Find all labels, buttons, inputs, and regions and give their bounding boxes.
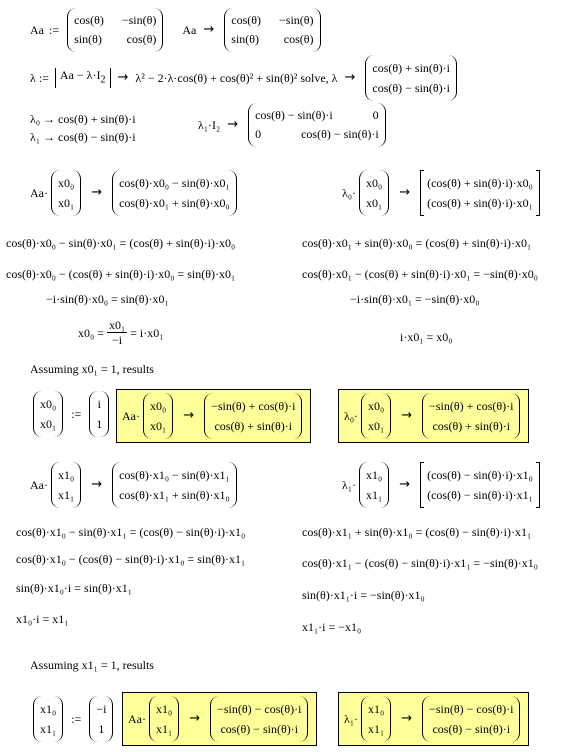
vector-cell: x1₀ — [368, 702, 385, 716]
vector-cell: x1₁ — [368, 722, 385, 736]
highlight-box — [338, 692, 529, 746]
equation: cos(θ)·x1₁ + sin(θ)·x1₀ = (cos(θ) − sin(θ)·i)·x1₁ — [302, 525, 532, 539]
vector-cell: x0₁ — [58, 196, 75, 210]
vector-cell: (cos(θ) + sin(θ)·i)·x0₁ — [427, 196, 533, 210]
equation: cos(θ)·x1₀ − (cos(θ) − sin(θ)·i)·x1₀ = sin(θ)·x1₁ — [16, 552, 246, 566]
equation: sin(θ)·x1₁·i = −sin(θ)·x1₀ — [302, 588, 425, 602]
matrix-cell: cos(θ) — [74, 13, 104, 27]
vector-cell: x1₀ — [156, 702, 173, 716]
vector — [33, 696, 63, 742]
vector — [89, 391, 109, 437]
vector-cell: cos(θ) + sin(θ)·i — [214, 419, 293, 433]
aa-times-x1-region[interactable] — [30, 462, 240, 508]
highlight-box — [338, 389, 529, 443]
vector-cell: cos(θ) + sin(θ)·i — [432, 419, 511, 433]
vector-cell: −sin(θ) + cos(θ)·i — [211, 399, 296, 413]
equation: −i·sin(θ)·x0₀ = sin(θ)·x0₁ — [46, 292, 169, 306]
lambda1-result: λ₁ → cos(θ) − sin(θ)·i — [30, 130, 136, 144]
lambda0-times-x0-region[interactable] — [342, 170, 543, 216]
lambda0-result: λ₀ → cos(θ) + sin(θ)·i — [30, 112, 136, 126]
vector-cell: x0₀ — [40, 397, 57, 411]
det-expr: Aa − λ·I — [59, 68, 101, 83]
vector-cell: x0₀ — [150, 399, 167, 413]
highlighted-result-region[interactable] — [338, 389, 529, 443]
lambda-identity-region[interactable] — [198, 103, 389, 147]
equation-rhs: = i·x0₁ — [130, 325, 164, 340]
vector-cell: x0₁ — [150, 419, 167, 433]
equation-region[interactable] — [350, 292, 479, 306]
vector-cell: x1₀ — [40, 702, 57, 716]
matrix-cell: cos(θ) − sin(θ)·i — [255, 108, 333, 122]
equation-region[interactable] — [302, 620, 361, 634]
vector-cell: x0₀ — [368, 399, 385, 413]
det-sub: 2 — [100, 74, 106, 86]
assignment-region[interactable] — [30, 391, 112, 437]
vector-cell: (cos(θ) − sin(θ)·i)·x1₁ — [427, 488, 533, 502]
vector-cell: x1₁ — [156, 722, 173, 736]
highlighted-result-region[interactable] — [122, 692, 317, 746]
symbolic-arrow: → — [91, 185, 103, 200]
equation-lhs: x0₀ = — [78, 325, 104, 340]
vector-cell: x0₀ — [366, 176, 383, 190]
matrix-cell: sin(θ) — [231, 32, 260, 46]
matrix — [248, 103, 386, 147]
equation-region[interactable] — [78, 318, 163, 347]
vector-cell: x0₁ — [368, 419, 385, 433]
var-name: λ₀· — [342, 186, 356, 200]
vector — [361, 393, 391, 439]
equation-region[interactable] — [16, 612, 68, 626]
vector-cell: x0₀ — [58, 176, 75, 190]
vector-cell: cos(θ)·x1₀ − sin(θ)·x1₁ — [119, 468, 230, 482]
vector-cell: i — [97, 397, 101, 411]
vector-cell: 1 — [98, 722, 105, 736]
equation: cos(θ)·x0₀ − (cos(θ) + sin(θ)·i)·x0₀ = sin(θ)·x0₁ — [6, 267, 236, 281]
symbolic-arrow: → — [189, 711, 201, 726]
matrix-cell: cos(θ) − sin(θ)·i — [301, 127, 379, 141]
equation-region[interactable] — [16, 552, 245, 566]
vector-cell: (cos(θ) − sin(θ)·i)·x1₀ — [427, 468, 533, 482]
fraction-num: x0₁ — [108, 318, 126, 332]
vector-cell: x1₁ — [366, 488, 383, 502]
vector-cell: x1₀ — [58, 468, 75, 482]
var-name: λ₁· — [344, 712, 358, 726]
equation: cos(θ)·x0₁ + sin(θ)·x0₀ = (cos(θ) + sin(θ)·i)·x0₁ — [302, 236, 532, 250]
vector-cell: cos(θ)·x1₁ + sin(θ)·x1₀ — [119, 488, 230, 502]
fraction — [107, 318, 127, 347]
lambda0-region[interactable] — [30, 112, 136, 126]
var-name: λ₁·I₂ — [198, 118, 221, 132]
vector — [33, 391, 63, 437]
equation: x1₀·i = x1₁ — [16, 612, 69, 626]
matrix — [67, 8, 163, 52]
vector-cell: x0₁ — [366, 196, 383, 210]
symbolic-arrow: → — [401, 408, 413, 423]
vector — [149, 696, 179, 742]
matrix-cell: 0 — [372, 108, 379, 122]
var-name: Aa — [30, 23, 44, 37]
matrix-definition-region[interactable] — [30, 8, 324, 52]
vector — [143, 393, 173, 439]
highlight-box — [122, 692, 317, 746]
equation-region[interactable] — [400, 330, 452, 344]
equation-region[interactable] — [302, 267, 538, 281]
equation: cos(θ)·x0₀ − sin(θ)·x0₁ = (cos(θ) + sin(θ)·i)·x0₀ — [6, 236, 236, 250]
vector-cell: cos(θ) − sin(θ)·i — [220, 722, 299, 736]
result-vector — [420, 462, 540, 508]
vector-cell: −i — [96, 702, 107, 716]
define-operator: := — [71, 407, 82, 421]
symbolic-arrow: → — [91, 477, 103, 492]
char-poly: λ² − 2·λ·cos(θ) + cos(θ)² + sin(θ)² solve, λ — [135, 71, 338, 85]
vector-cell: −sin(θ) + cos(θ)·i — [429, 399, 514, 413]
result-vector — [365, 55, 457, 101]
matrix-cell: 0 — [255, 127, 262, 141]
result-vector — [422, 393, 520, 439]
matrix-cell: −sin(θ) — [279, 13, 314, 27]
symbolic-arrow: → — [401, 711, 413, 726]
determinant — [55, 68, 111, 87]
vector-cell: cos(θ)·x0₀ − sin(θ)·x0₁ — [119, 176, 230, 190]
var-name: Aa· — [128, 712, 146, 726]
result-vector — [204, 393, 302, 439]
aa-times-x0-region[interactable] — [30, 170, 240, 216]
vector-cell: cos(θ) − sin(θ)·i — [432, 722, 511, 736]
lambda1-region[interactable] — [30, 130, 136, 144]
highlighted-result-region[interactable] — [338, 692, 529, 746]
result-vector — [422, 696, 520, 742]
equation: cos(θ)·x0₁ − (cos(θ) + sin(θ)·i)·x0₁ = −sin(θ)·x0₀ — [302, 267, 538, 281]
vector — [359, 170, 389, 216]
vector-cell: −sin(θ) − cos(θ)·i — [429, 702, 514, 716]
equation: i·x0₁ = x0₀ — [400, 330, 453, 344]
text-region[interactable] — [30, 362, 154, 376]
result-vector — [112, 462, 237, 508]
equation-region[interactable] — [302, 588, 425, 602]
symbolic-arrow: → — [227, 117, 239, 132]
vector-cell: x1₁ — [58, 488, 75, 502]
symbolic-arrow: → — [117, 70, 129, 85]
matrix-cell: sin(θ) — [74, 32, 102, 46]
vector-cell: cos(θ) − sin(θ)·i — [372, 81, 450, 95]
symbolic-arrow: → — [399, 477, 411, 492]
vector-cell: −sin(θ) − cos(θ)·i — [217, 702, 302, 716]
equation-region[interactable] — [302, 556, 538, 570]
equation-region[interactable] — [6, 267, 235, 281]
var-name: λ₀· — [344, 409, 358, 423]
symbolic-arrow: → — [183, 408, 195, 423]
symbolic-arrow: → — [203, 22, 215, 37]
vector — [359, 462, 389, 508]
vector — [51, 462, 81, 508]
eigenvalue-solve-region[interactable] — [30, 55, 460, 101]
vector-cell: x1₁ — [40, 722, 57, 736]
equation-region[interactable] — [16, 525, 245, 539]
var-name: Aa· — [30, 478, 48, 492]
equation-region[interactable] — [302, 236, 531, 250]
lambda1-times-x1-region[interactable] — [342, 462, 543, 508]
vector-cell: (cos(θ) + sin(θ)·i)·x0₀ — [427, 176, 533, 190]
highlight-box — [116, 389, 311, 443]
vector-cell: x1₀ — [366, 468, 383, 482]
assumption-text: Assuming x0₁ = 1, results — [30, 362, 154, 376]
vector — [89, 696, 113, 742]
symbolic-arrow: → — [344, 70, 356, 85]
vector-cell: 1 — [96, 417, 103, 431]
matrix-cell: cos(θ) — [283, 32, 314, 46]
highlighted-result-region[interactable] — [116, 389, 311, 443]
vector — [361, 696, 391, 742]
lambda-def: λ := — [30, 71, 49, 85]
result-vector — [112, 170, 237, 216]
equation-region[interactable] — [46, 292, 169, 306]
result-vector — [420, 170, 540, 216]
matrix — [224, 8, 320, 52]
matrix-cell: −sin(θ) — [121, 13, 157, 27]
define-operator: := — [49, 23, 60, 37]
fraction-den: −i — [111, 333, 123, 347]
equation: x1₁·i = −x1₀ — [302, 620, 362, 634]
equation-region[interactable] — [6, 236, 235, 250]
equation-region[interactable] — [16, 581, 132, 595]
result-vector — [210, 696, 308, 742]
equation: cos(θ)·x1₁ − (cos(θ) − sin(θ)·i)·x1₁ = −sin(θ)·x1₀ — [302, 556, 538, 570]
var-name: Aa — [182, 23, 197, 37]
matrix-cell: cos(θ) — [231, 13, 262, 27]
vector-cell: cos(θ) + sin(θ)·i — [372, 61, 450, 75]
vector-cell: x0₁ — [40, 417, 57, 431]
define-operator: := — [71, 712, 82, 726]
assumption-text: Assuming x1₁ = 1, results — [30, 658, 154, 672]
matrix-cell: cos(θ) — [126, 32, 157, 46]
equation: sin(θ)·x1₀·i = sin(θ)·x1₁ — [16, 581, 132, 595]
assignment-region[interactable] — [30, 696, 116, 742]
var-name: Aa· — [30, 186, 48, 200]
symbolic-arrow: → — [399, 185, 411, 200]
equation-region[interactable] — [302, 525, 531, 539]
equation: cos(θ)·x1₀ − sin(θ)·x1₁ = (cos(θ) − sin(θ)·i)·x1₀ — [16, 525, 246, 539]
equation: −i·sin(θ)·x0₁ = −sin(θ)·x0₀ — [350, 292, 480, 306]
text-region[interactable] — [30, 658, 154, 672]
vector-cell: cos(θ)·x0₁ + sin(θ)·x0₀ — [119, 196, 230, 210]
vector — [51, 170, 81, 216]
var-name: λ₁· — [342, 478, 356, 492]
var-name: Aa· — [122, 409, 140, 423]
